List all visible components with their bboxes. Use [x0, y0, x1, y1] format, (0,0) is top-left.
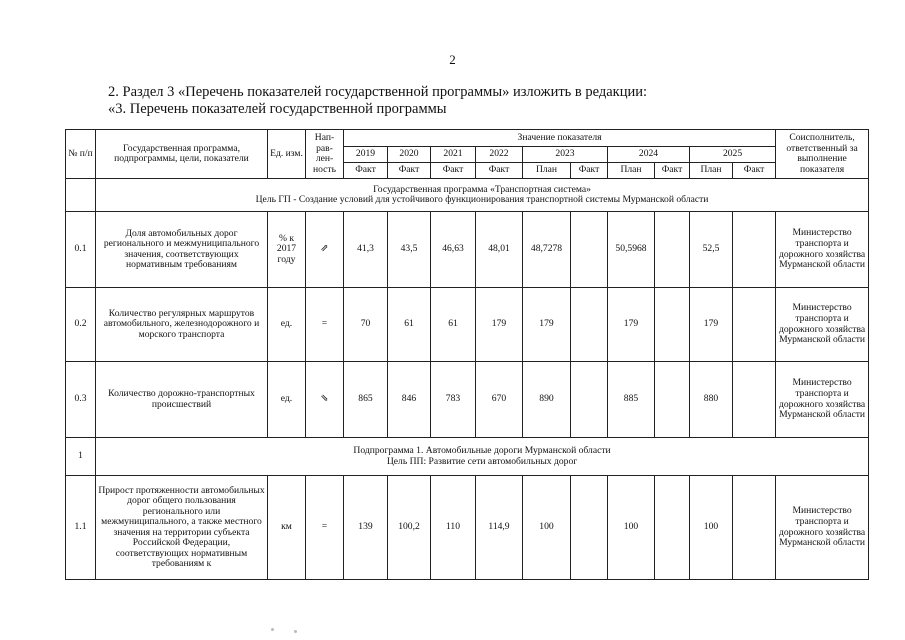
row-value: 890	[523, 362, 571, 438]
row-value: 139	[344, 476, 388, 580]
row-unit: ед.	[268, 362, 306, 438]
header-year: 2020	[388, 147, 431, 163]
row-name: Количество регулярных маршрутов автомобильного, железнодорожного и морского транспорта	[96, 288, 268, 362]
section-row-subprogram	[66, 438, 869, 476]
row-num: 1.1	[66, 476, 96, 580]
header-num: № п/п	[66, 130, 96, 179]
row-value: 52,5	[690, 212, 733, 288]
section-row-gp	[66, 179, 869, 212]
row-value: 46,63	[431, 212, 476, 288]
row-name: Прирост протяженности автомобильных дорог общего пользования регионального или межмуниципального, а также местного значения на территории субъекта Российской Федерации, соответствующих нормативным требованиям к	[96, 476, 268, 580]
header-unit: Ед. изм.	[268, 130, 306, 179]
row-value: 50,5968	[608, 212, 655, 288]
row-unit: % к 2017 году	[268, 212, 306, 288]
section-gp-goal: Цель ГП - Создание условий для устойчивого функционирования транспортной системы Мурманской области	[255, 194, 709, 205]
header-sub: Факт	[571, 163, 608, 179]
row-num: 0.1	[66, 212, 96, 288]
row-value: 61	[388, 288, 431, 362]
header-sub: План	[690, 163, 733, 179]
row-value	[655, 362, 690, 438]
row-value	[571, 362, 608, 438]
row-value: 880	[690, 362, 733, 438]
row-value: 100	[523, 476, 571, 580]
header-name: Государственная программа, подпрограммы, цели, показатели	[96, 130, 268, 179]
row-value: 100	[690, 476, 733, 580]
row-value: 41,3	[344, 212, 388, 288]
row-responsible: Министерство транспорта и дорожного хозяйства Мурманской области	[776, 362, 869, 438]
row-value	[733, 288, 776, 362]
row-responsible: Министерство транспорта и дорожного хозяйства Мурманской области	[776, 212, 869, 288]
row-value: 179	[476, 288, 523, 362]
row-value: 61	[431, 288, 476, 362]
header-sub: Факт	[733, 163, 776, 179]
row-value: 100	[608, 476, 655, 580]
header-year: 2025	[690, 147, 776, 163]
row-value: 783	[431, 362, 476, 438]
row-num: 0.2	[66, 288, 96, 362]
scan-speck	[271, 628, 274, 631]
page-number: 2	[449, 52, 456, 67]
intro-paragraph: 2. Раздел 3 «Перечень показателей государственной программы» изложить в редакции:	[108, 84, 648, 100]
table-row	[66, 476, 869, 580]
row-responsible: Министерство транспорта и дорожного хозяйства Мурманской области	[776, 288, 869, 362]
table-row	[66, 288, 869, 362]
header-sub: План	[608, 163, 655, 179]
section-num-cell	[66, 179, 96, 212]
row-value	[733, 212, 776, 288]
row-value: 670	[476, 362, 523, 438]
row-value: 43,5	[388, 212, 431, 288]
row-num: 0.3	[66, 362, 96, 438]
row-name: Доля автомобильных дорог регионального и межмуниципального значения, соответствующих нормативным требованиям	[96, 212, 268, 288]
header-year: 2023	[523, 147, 608, 163]
row-value	[655, 476, 690, 580]
row-name: Количество дорожно-транспортных происшествий	[96, 362, 268, 438]
row-unit: ед.	[268, 288, 306, 362]
row-value: 100,2	[388, 476, 431, 580]
row-value: 110	[431, 476, 476, 580]
header-responsible: Соисполнитель, ответственный за выполнение показателя	[776, 130, 869, 179]
header-year: 2019	[344, 147, 388, 163]
row-value: 885	[608, 362, 655, 438]
row-responsible: Министерство транспорта и дорожного хозяйства Мурманской области	[776, 476, 869, 580]
table-row	[66, 362, 869, 438]
row-direction: ⇘	[306, 362, 344, 438]
header-year: 2021	[431, 147, 476, 163]
scan-speck	[294, 630, 297, 633]
section-sub1-cell	[96, 438, 869, 476]
section-num: 1	[66, 438, 96, 476]
table-row	[66, 212, 869, 288]
section-sub1-goal: Цель ПП: Развитие сети автомобильных дорог	[386, 455, 578, 467]
header-sub: Факт	[476, 163, 523, 179]
row-value: 865	[344, 362, 388, 438]
header-year: 2022	[476, 147, 523, 163]
row-direction: =	[306, 288, 344, 362]
row-value	[655, 288, 690, 362]
row-value	[733, 362, 776, 438]
row-value	[571, 212, 608, 288]
indicators-table	[65, 129, 869, 580]
section-title: «3. Перечень показателей государственной программы	[108, 101, 447, 117]
row-value: 70	[344, 288, 388, 362]
header-sub: Факт	[388, 163, 431, 179]
row-value	[655, 212, 690, 288]
row-value: 114,9	[476, 476, 523, 580]
header-sub: План	[523, 163, 571, 179]
section-gp-title: Государственная программа «Транспортная система»	[373, 183, 591, 195]
header-sub: Факт	[655, 163, 690, 179]
row-unit: км	[268, 476, 306, 580]
header-year: 2024	[608, 147, 690, 163]
row-value: 179	[523, 288, 571, 362]
row-direction: =	[306, 476, 344, 580]
row-value: 48,7278	[523, 212, 571, 288]
row-value: 179	[608, 288, 655, 362]
row-value: 179	[690, 288, 733, 362]
row-value	[571, 476, 608, 580]
header-sub: Факт	[431, 163, 476, 179]
row-value	[733, 476, 776, 580]
section-gp-cell	[96, 179, 869, 212]
row-direction: ⇗	[306, 212, 344, 288]
header-value-group: Значение показателя	[344, 130, 776, 147]
section-sub1-title: Подпрограмма 1. Автомобильные дороги Мурманской области	[353, 445, 611, 456]
header-sub: Факт	[344, 163, 388, 179]
header-direction: Нап-рав-лен-ность	[306, 130, 344, 179]
row-value: 48,01	[476, 212, 523, 288]
row-value	[571, 288, 608, 362]
row-value: 846	[388, 362, 431, 438]
